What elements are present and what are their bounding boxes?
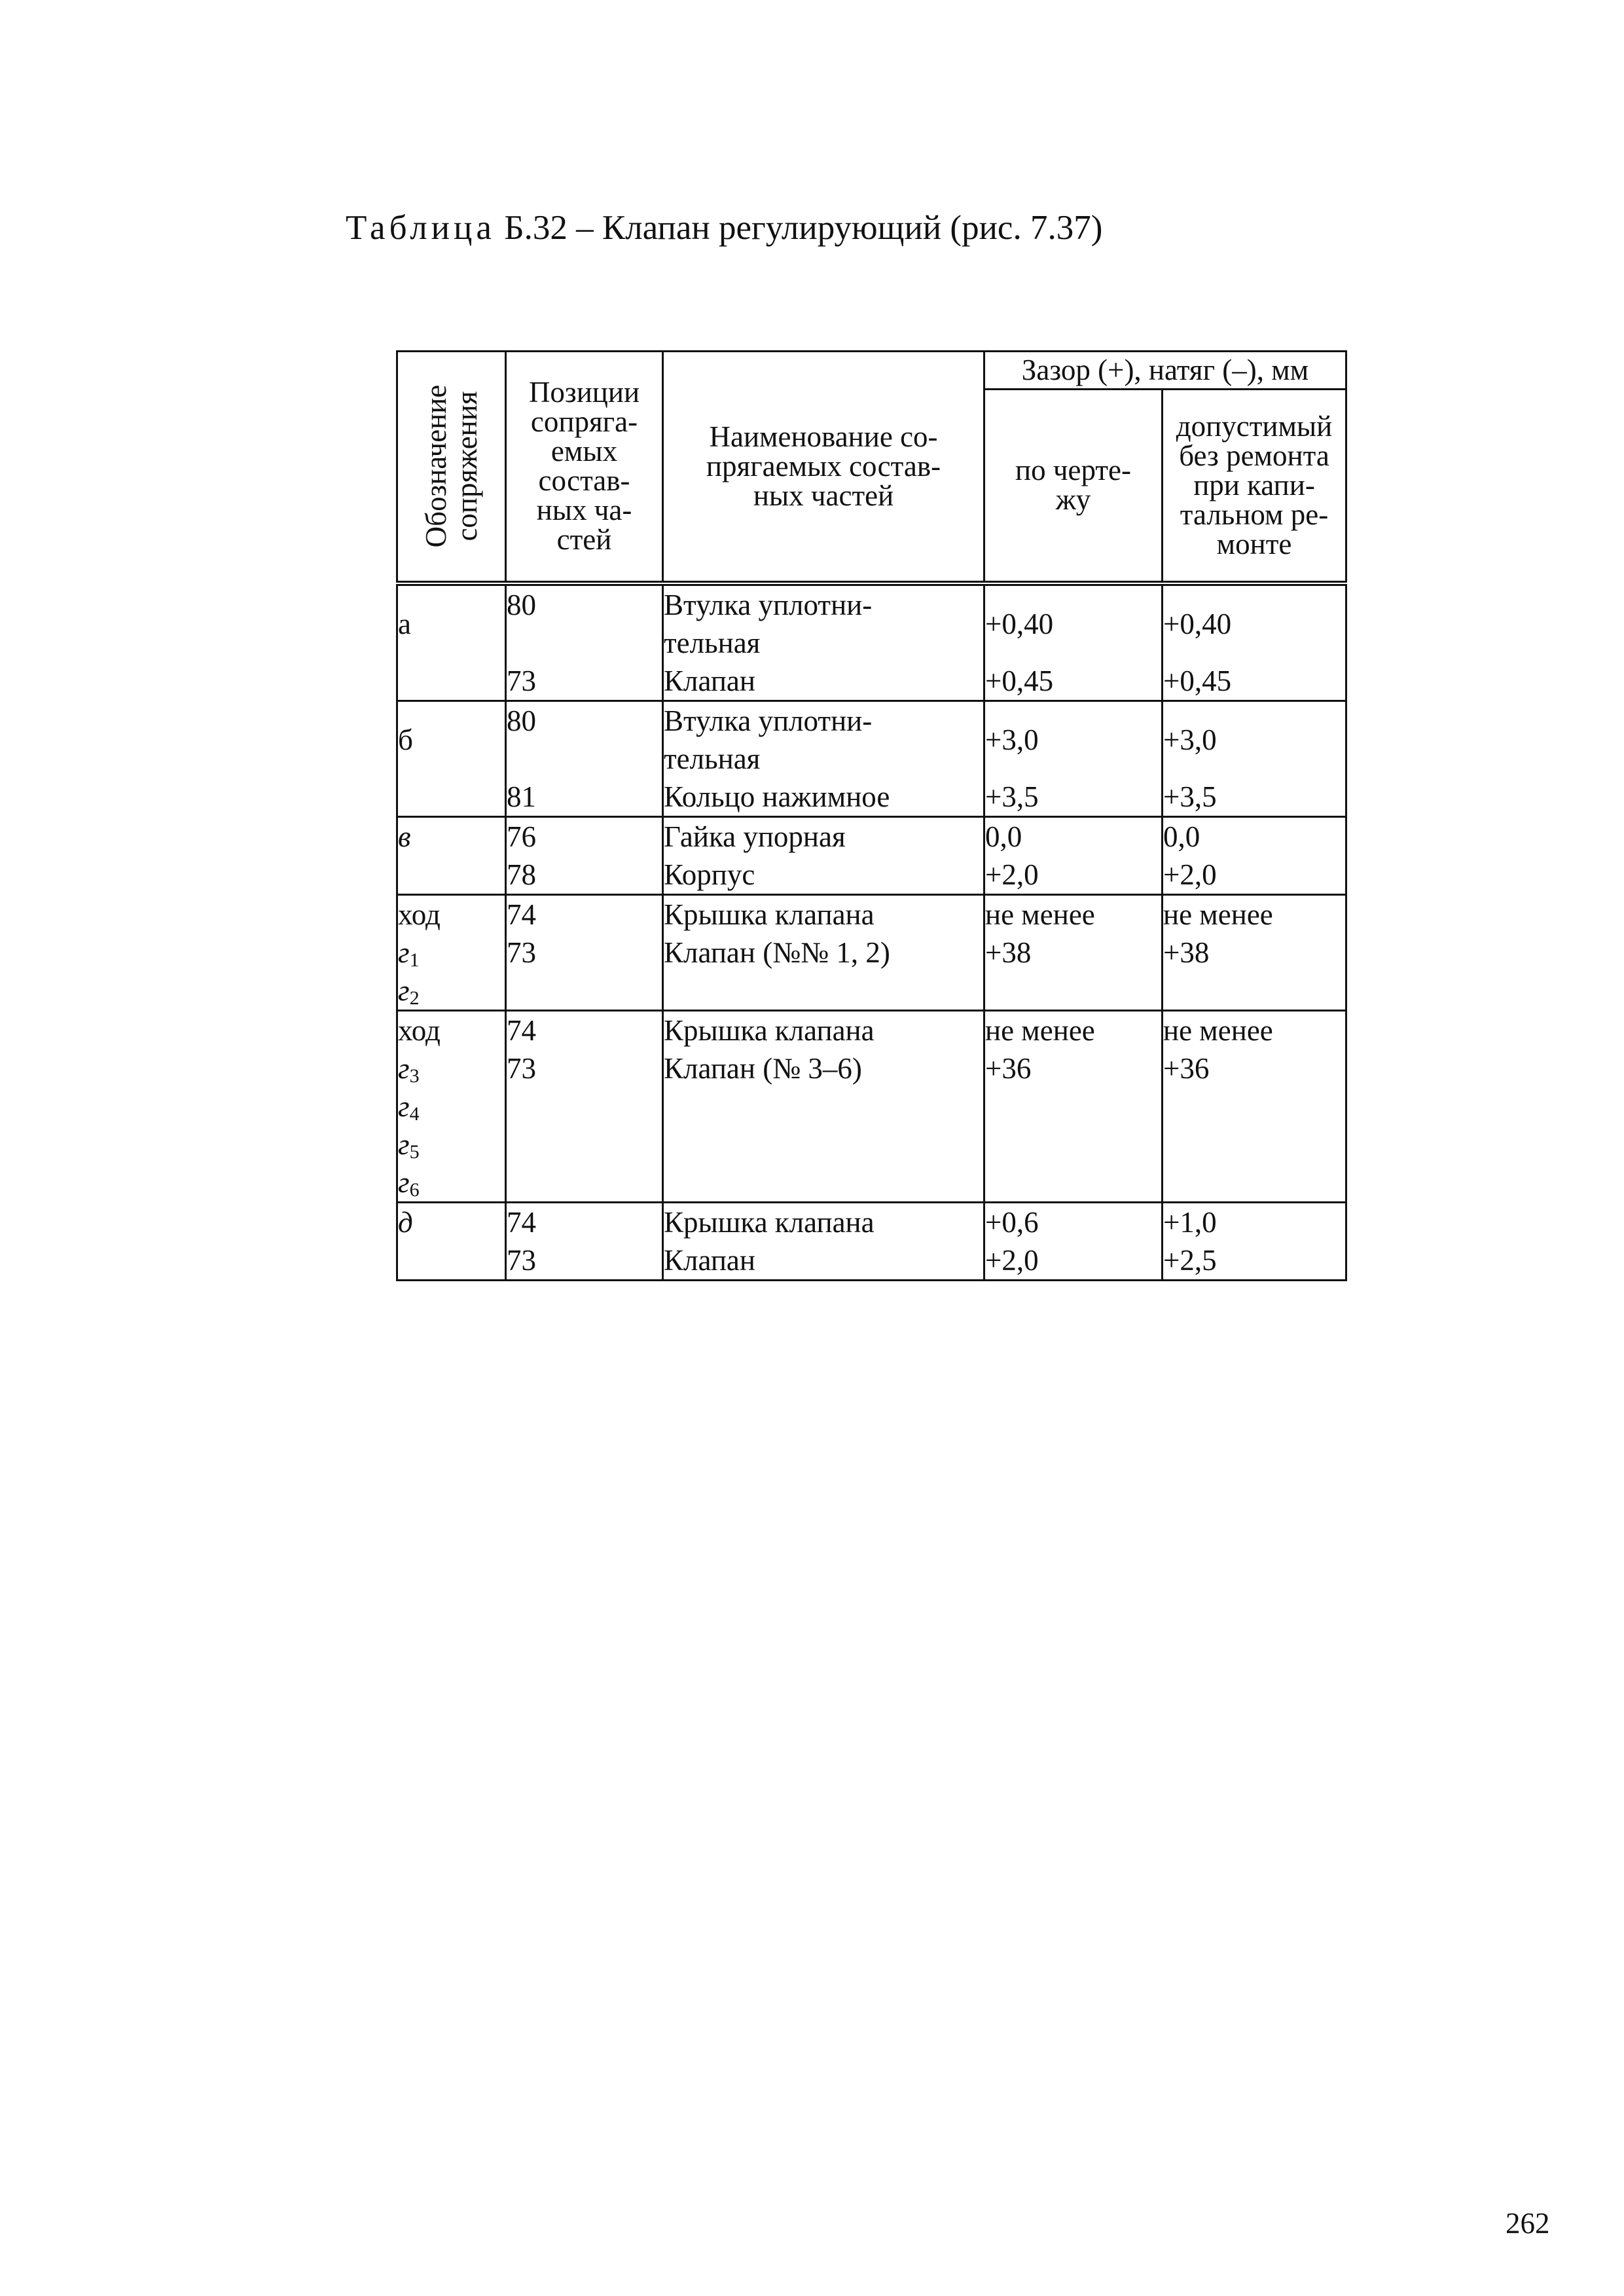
table-row bbox=[397, 816, 1346, 894]
page-number: 262 bbox=[1506, 2207, 1550, 2240]
table-row bbox=[397, 701, 1346, 816]
drawing-value-cell: 0,0 +2,0 bbox=[984, 816, 1163, 894]
drawing-value-cell: +0,40 +0,45 bbox=[984, 583, 1163, 701]
positions-cell: 76 78 bbox=[506, 816, 663, 894]
designation-cell: а bbox=[397, 583, 506, 701]
part-name-cell: Втулка уплотни- тельная Кольцо нажимное bbox=[663, 701, 984, 816]
part-name-cell: Крышка клапана Клапан (№№ 1, 2) bbox=[663, 894, 984, 1010]
caption-label: Таблица bbox=[346, 209, 496, 247]
mating-table bbox=[396, 350, 1347, 1281]
allowed-value-cell: +1,0 +2,5 bbox=[1163, 1202, 1346, 1280]
table-caption bbox=[346, 208, 1102, 247]
designation-cell: ход $г_3$ $г_4$ $г_5$ $г_6$ bbox=[397, 1010, 506, 1202]
caption-text: Б.32 – Клапан регулирующий (рис. 7.37) bbox=[504, 209, 1103, 247]
part-name-cell: Крышка клапана Клапан bbox=[663, 1202, 984, 1280]
allowed-value-cell: 0,0 +2,0 bbox=[1163, 816, 1346, 894]
positions-cell: 74 73 bbox=[506, 1010, 663, 1202]
designation-cell: д bbox=[397, 1202, 506, 1280]
positions-cell: 74 73 bbox=[506, 894, 663, 1010]
header-designation: Обозначение сопряжения bbox=[397, 352, 506, 583]
header-positions: Позиции сопряга- емых состав- ных ча- стей bbox=[506, 352, 663, 583]
header-gap-group: Зазор (+), натяг (–), мм bbox=[984, 352, 1346, 390]
table-row bbox=[397, 1202, 1346, 1280]
part-name-cell: Крышка клапана Клапан (№ 3–6) bbox=[663, 1010, 984, 1202]
positions-cell: 74 73 bbox=[506, 1202, 663, 1280]
allowed-value-cell: +3,0 +3,5 bbox=[1163, 701, 1346, 816]
positions-cell: 80 81 bbox=[506, 701, 663, 816]
designation-cell: в bbox=[397, 816, 506, 894]
drawing-value-cell: +3,0 +3,5 bbox=[984, 701, 1163, 816]
table-row bbox=[397, 583, 1346, 701]
allowed-value-cell: не менее +38 bbox=[1163, 894, 1346, 1010]
table-row bbox=[397, 894, 1346, 1010]
designation-cell: б bbox=[397, 701, 506, 816]
drawing-value-cell: не менее +36 bbox=[984, 1010, 1163, 1202]
header-part-name: Наименование со- прягаемых состав- ных частей bbox=[663, 352, 984, 583]
positions-cell: 80 73 bbox=[506, 583, 663, 701]
designation-cell: ход $г_1$ $г_2$ bbox=[397, 894, 506, 1010]
part-name-cell: Гайка упорная Корпус bbox=[663, 816, 984, 894]
allowed-value-cell: не менее +36 bbox=[1163, 1010, 1346, 1202]
header-allowed: допустимый без ремонта при капи- тальном ре- монте bbox=[1163, 390, 1346, 583]
allowed-value-cell: +0,40 +0,45 bbox=[1163, 583, 1346, 701]
header-by-drawing: по черте- жу bbox=[984, 390, 1163, 583]
table-row bbox=[397, 1010, 1346, 1202]
part-name-cell: Втулка уплотни- тельная Клапан bbox=[663, 583, 984, 701]
drawing-value-cell: не менее +38 bbox=[984, 894, 1163, 1010]
drawing-value-cell: +0,6 +2,0 bbox=[984, 1202, 1163, 1280]
